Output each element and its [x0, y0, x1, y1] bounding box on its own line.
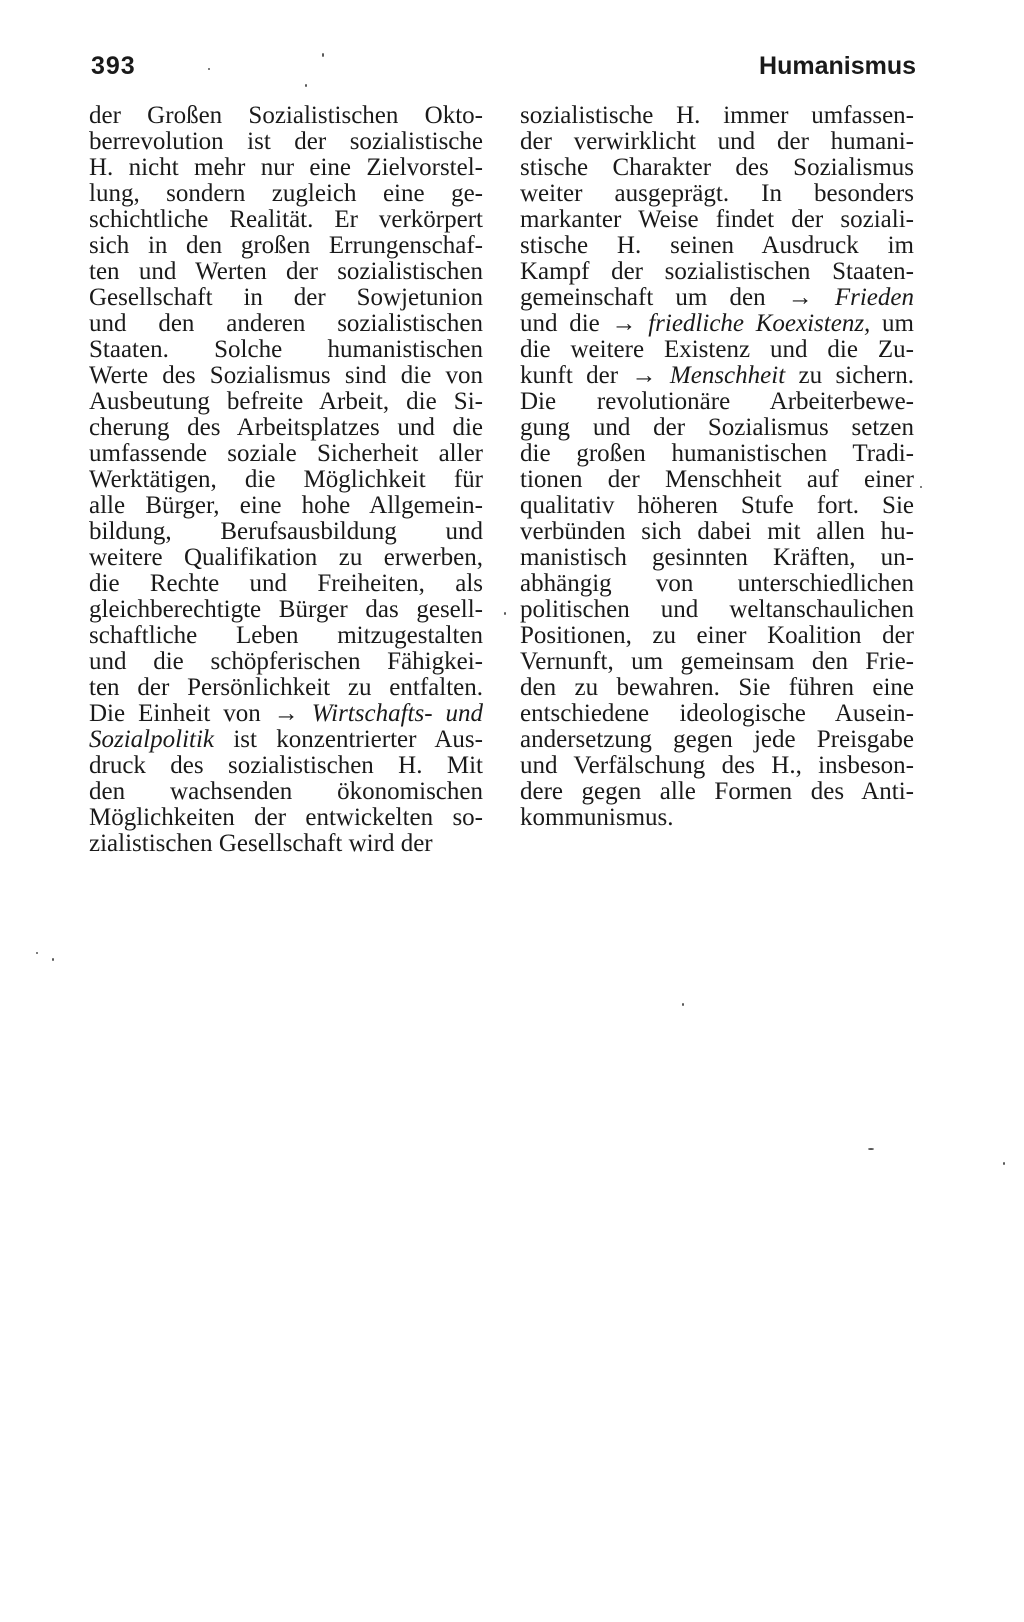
- text-line: die weitere Existenz und die Zu-: [520, 337, 914, 363]
- text-run: Die Einheit von →: [89, 701, 312, 727]
- text-line: cherung des Arbeitsplatzes und die: [89, 415, 483, 441]
- scan-speck: [36, 952, 38, 954]
- text-line: Werktätigen, die Möglichkeit für: [89, 467, 483, 493]
- text-line: Möglichkeiten der entwickelten so-: [89, 805, 483, 831]
- scan-speck: [920, 486, 922, 488]
- cross-reference-link[interactable]: Frieden: [834, 285, 914, 311]
- text-line: stische H. seinen Ausdruck im: [520, 233, 914, 259]
- text-line: der Großen Sozialistischen Okto-: [89, 103, 483, 129]
- text-line: politischen und weltanschaulichen: [520, 597, 914, 623]
- text-line: sozialistische H. immer umfassen-: [520, 103, 914, 129]
- text-line: manistisch gesinnten Kräften, un-: [520, 545, 914, 571]
- right-column: [520, 103, 914, 831]
- text-line: und den anderen sozialistischen: [89, 311, 483, 337]
- text-line: qualitativ höheren Stufe fort. Sie: [520, 493, 914, 519]
- text-line: alle Bürger, eine hohe Allgemein-: [89, 493, 483, 519]
- text-line: zialistischen Gesellschaft wird der: [89, 831, 433, 857]
- text-line: Die revolutionäre Arbeiterbewe-: [520, 389, 914, 415]
- left-column: [89, 103, 483, 857]
- text-line: kommunismus.: [520, 805, 674, 831]
- text-line: [520, 285, 914, 311]
- text-run: ist konzentrierter Aus-: [214, 727, 483, 753]
- scan-speck: [1003, 1162, 1005, 1165]
- text-line: dere gegen alle Formen des Anti-: [520, 779, 914, 805]
- text-run: zu sichern.: [785, 363, 914, 389]
- scan-speck: [52, 958, 54, 961]
- text-line: weiter ausgeprägt. In besonders: [520, 181, 914, 207]
- scan-speck: [504, 612, 506, 615]
- text-line: [89, 701, 483, 727]
- text-line: andersetzung gegen jede Preisgabe: [520, 727, 914, 753]
- text-line: gung und der Sozialismus setzen: [520, 415, 914, 441]
- text-line: sich in den großen Errungenschaf-: [89, 233, 483, 259]
- scan-speck: [682, 1003, 684, 1006]
- text-line: stische Charakter des Sozialismus: [520, 155, 914, 181]
- text-line: Gesellschaft in der Sowjetunion: [89, 285, 483, 311]
- text-line: der verwirklicht und der humani-: [520, 129, 914, 155]
- text-line: druck des sozialistischen H. Mit: [89, 753, 483, 779]
- text-line: H. nicht mehr nur eine Zielvorstel-: [89, 155, 483, 181]
- text-line: [520, 311, 914, 337]
- text-line: ten und Werten der sozialistischen: [89, 259, 483, 285]
- text-line: gleichberechtigte Bürger das gesell-: [89, 597, 483, 623]
- text-line: Werte des Sozialismus sind die von: [89, 363, 483, 389]
- scan-speck: [322, 53, 324, 57]
- text-line: markanter Weise findet der soziali-: [520, 207, 914, 233]
- text-line: Staaten. Solche humanistischen: [89, 337, 483, 363]
- cross-reference-link[interactable]: Menschheit: [669, 363, 786, 389]
- cross-reference-link[interactable]: friedliche Koexistenz,: [648, 311, 871, 337]
- text-line: lung, sondern zugleich eine ge-: [89, 181, 483, 207]
- text-line: abhängig von unterschiedlichen: [520, 571, 914, 597]
- scan-speck: [208, 68, 210, 70]
- text-line: verbünden sich dabei mit allen hu-: [520, 519, 914, 545]
- text-run: gemeinschaft um den →: [520, 285, 835, 311]
- text-line: Kampf der sozialistischen Staaten-: [520, 259, 914, 285]
- cross-reference-link[interactable]: Wirtschafts- und: [311, 701, 483, 727]
- text-line: die großen humanistischen Tradi-: [520, 441, 914, 467]
- cross-reference-link[interactable]: Sozialpolitik: [89, 727, 214, 753]
- text-run: und die →: [520, 311, 649, 337]
- text-line: [520, 363, 914, 389]
- text-line: umfassende soziale Sicherheit aller: [89, 441, 483, 467]
- text-line: den zu bewahren. Sie führen eine: [520, 675, 914, 701]
- text-line: ten der Persönlichkeit zu entfalten.: [89, 675, 483, 701]
- text-line: Ausbeutung befreite Arbeit, die Si-: [89, 389, 483, 415]
- text-line: weitere Qualifikation zu erwerben,: [89, 545, 483, 571]
- text-line: Vernunft, um gemeinsam den Frie-: [520, 649, 914, 675]
- scan-speck: [868, 1148, 874, 1150]
- running-head-keyword: Humanismus: [759, 52, 916, 80]
- text-line: tionen der Menschheit auf einer: [520, 467, 914, 493]
- text-line: bildung, Berufsausbildung und: [89, 519, 483, 545]
- text-line: schichtliche Realität. Er verkörpert: [89, 207, 483, 233]
- text-line: berrevolution ist der sozialistische: [89, 129, 483, 155]
- scan-speck: [305, 84, 307, 87]
- text-line: und Verfälschung des H., insbeson-: [520, 753, 914, 779]
- text-run: um: [870, 311, 914, 337]
- text-line: [89, 727, 483, 753]
- text-line: und die schöpferischen Fähigkei-: [89, 649, 483, 675]
- text-line: den wachsenden ökonomischen: [89, 779, 483, 805]
- text-line: entschiedene ideologische Ausein-: [520, 701, 914, 727]
- text-run: kunft der →: [520, 363, 670, 389]
- text-line: Positionen, zu einer Koalition der: [520, 623, 914, 649]
- text-line: schaftliche Leben mitzugestalten: [89, 623, 483, 649]
- text-line: die Rechte und Freiheiten, als: [89, 571, 483, 597]
- page-number: 393: [91, 52, 136, 80]
